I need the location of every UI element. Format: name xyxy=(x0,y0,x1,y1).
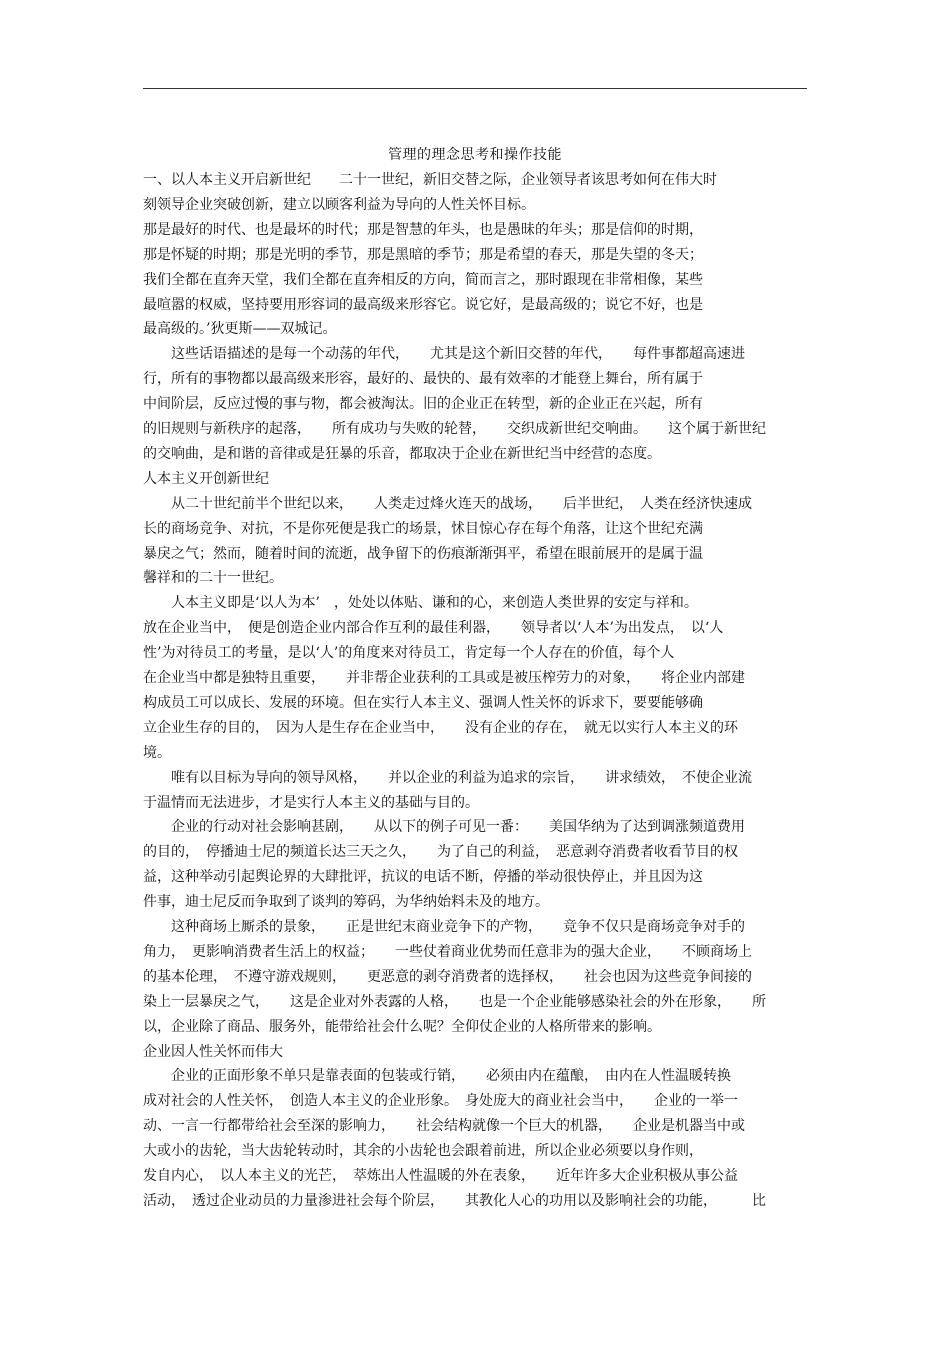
body-line: 我们全都在直奔天堂，我们全都在直奔相反的方向，简而言之，那时跟现在非常相像，某些 xyxy=(143,271,703,288)
body-line: 以，企业除了商品、服务外，能带给社会什么呢？全仰仗企业的人格所带来的影响。 xyxy=(143,1018,661,1035)
body-line: 成对社会的人性关怀， 创造人本主义的企业形象。 身处庞大的商业社会当中， 企业的一举一 xyxy=(143,1093,738,1110)
body-line: 大或小的齿轮，当大齿轮转动时，其余的小齿轮也会跟着前进，所以企业必须要以身作则， xyxy=(143,1143,703,1160)
body-line: 益，这种举动引起舆论界的大肆批评，抗议的电话不断，停播的举动很快停止，并且因为这 xyxy=(143,869,703,886)
body-line: 境。 xyxy=(143,744,171,761)
body-line: 这种商场上厮杀的景象， 正是世纪末商业竞争下的产物， 竞争不仅只是商场竞争对手的 xyxy=(143,919,745,935)
body-line: 中间阶层，反应过慢的事与物，都会被淘汰。旧的企业正在转型，新的企业正在兴起，所有 xyxy=(143,396,703,413)
body-line: 企业因人性关怀而伟大 xyxy=(143,1043,283,1060)
body-line: 在企业当中都是独特且重要， 并非帮企业获利的工具或是被压榨劳力的对象， 将企业内部建 xyxy=(143,670,745,686)
body-line: 角力， 更影响消费者生活上的权益； 一些仗着商业优势而任意非为的强大企业， 不顾商场上 xyxy=(143,943,752,960)
header-rule xyxy=(143,88,807,89)
body-line: 立企业生存的目的， 因为人是生存在企业当中， 没有企业的存在， 就无以实行人本主义的环 xyxy=(143,719,738,736)
body-line: 于温情而无法进步，才是实行人本主义的基础与目的。 xyxy=(143,794,479,811)
body-line: 企业的行动对社会影响甚剧， 从以下的例子可见一番： 美国华纳为了达到调涨频道费用 xyxy=(143,819,745,836)
body-line: 的旧规则与新秩序的起落， 所有成功与失败的轮替， 交织成新世纪交响曲。 这个属于新世纪 xyxy=(143,421,766,437)
body-line: 唯有以目标为导向的领导风格， 并以企业的利益为追求的宗旨， 讲求绩效， 不使企业流 xyxy=(143,769,752,786)
body-line: 暴戾之气；然而，随着时间的流逝，战争留下的伤痕渐渐弭平，希望在眼前展开的是属于温 xyxy=(143,545,703,562)
body-line: 那是最好的时代、也是最坏的时代；那是智慧的年头，也是愚昧的年头；那是信仰的时期， xyxy=(143,221,703,238)
body-line: 长的商场竞争、对抗，不是你死便是我亡的场景，怵目惊心存在每个角落，让这个世纪充满 xyxy=(143,520,703,537)
body-line: 那是怀疑的时期；那是光明的季节，那是黑暗的季节；那是希望的春天，那是失望的冬天； xyxy=(143,246,703,263)
body-line: 人本主义开创新世纪 xyxy=(143,470,269,487)
body-line: 动、一言一行都带给社会至深的影响力， 社会结构就像一个巨大的机器， 企业是机器当中或 xyxy=(143,1118,745,1135)
body-line: 刻领导企业突破创新，建立以顾客利益为导向的人性关怀目标。 xyxy=(143,196,535,213)
body-line: 构成员工可以成长、发展的环境。但在实行人本主义、强调人性关怀的诉求下，要要能够确 xyxy=(143,694,703,711)
body-line: 企业的正面形象不单只是靠表面的包装或行销， 必须由内在蕴酿， 由内在人性温暖转换 xyxy=(143,1068,731,1085)
document-title: 管理的理念思考和操作技能 xyxy=(388,147,562,163)
body-line: 发自内心， 以人本主义的光芒， 萃炼出人性温暖的外在表象， 近年许多大企业积极从事公益 xyxy=(143,1168,738,1184)
body-line: 最喧嚣的权威，坚持要用形容词的最高级来形容它。说它好，是最高级的；说它不好，也是 xyxy=(143,296,703,313)
body-line: 一、以人本主义开启新世纪 二十一世纪，新旧交替之际，企业领导者该思考如何在伟大时 xyxy=(143,172,717,188)
body-line: 放在企业当中， 便是创造企业内部合作互利的最佳利器， 领导者以‘人本’为出发点， 以‘人 xyxy=(143,620,724,637)
body-line: 从二十世纪前半个世纪以来， 人类走过烽火连天的战场， 后半世纪， 人类在经济快速成 xyxy=(143,495,752,512)
body-line: 性’为对待员工的考量，是以‘人’的角度来对待员工，肯定每一个人存在的价值，每个人 xyxy=(143,645,675,662)
body-line: 的基本伦理， 不遵守游戏规则， 更恶意的剥夺消费者的选择权， 社会也因为这些竞争间接的 xyxy=(143,968,752,985)
body-line: 件事，迪士尼反而争取到了谈判的筹码，为华纳始料未及的地方。 xyxy=(143,894,549,911)
body-line: 染上一层暴戾之气， 这是企业对外表露的人格， 也是一个企业能够感染社会的外在形象， 所 xyxy=(143,993,766,1010)
body-line: 馨祥和的二十一世纪。 xyxy=(143,570,283,587)
body-line: 行，所有的事物都以最高级来形容，最好的、最快的、最有效率的才能登上舞台，所有属于 xyxy=(143,371,703,388)
body-line: 这些话语描述的是每一个动荡的年代， 尤其是这个新旧交替的年代， 每件事都超高速进 xyxy=(143,346,745,363)
body-line: 的交响曲，是和谐的音律或是狂暴的乐音，都取决于企业在新世纪当中经营的态度。 xyxy=(143,445,661,462)
body-line: 活动， 透过企业动员的力量渗进社会每个阶层， 其教化人心的功用以及影响社会的功能， 比 xyxy=(143,1192,766,1209)
body-line: 的目的， 停播迪士尼的频道长达三天之久， 为了自己的利益， 恶意剥夺消费者收看节目的权 xyxy=(143,844,738,861)
body-line: 人本主义即是‘以人为本’ ，处处以体贴、谦和的心，来创造人类世界的安定与祥和。 xyxy=(143,595,698,612)
body-line: 最高级的。’狄更斯——双城记。 xyxy=(143,321,337,338)
